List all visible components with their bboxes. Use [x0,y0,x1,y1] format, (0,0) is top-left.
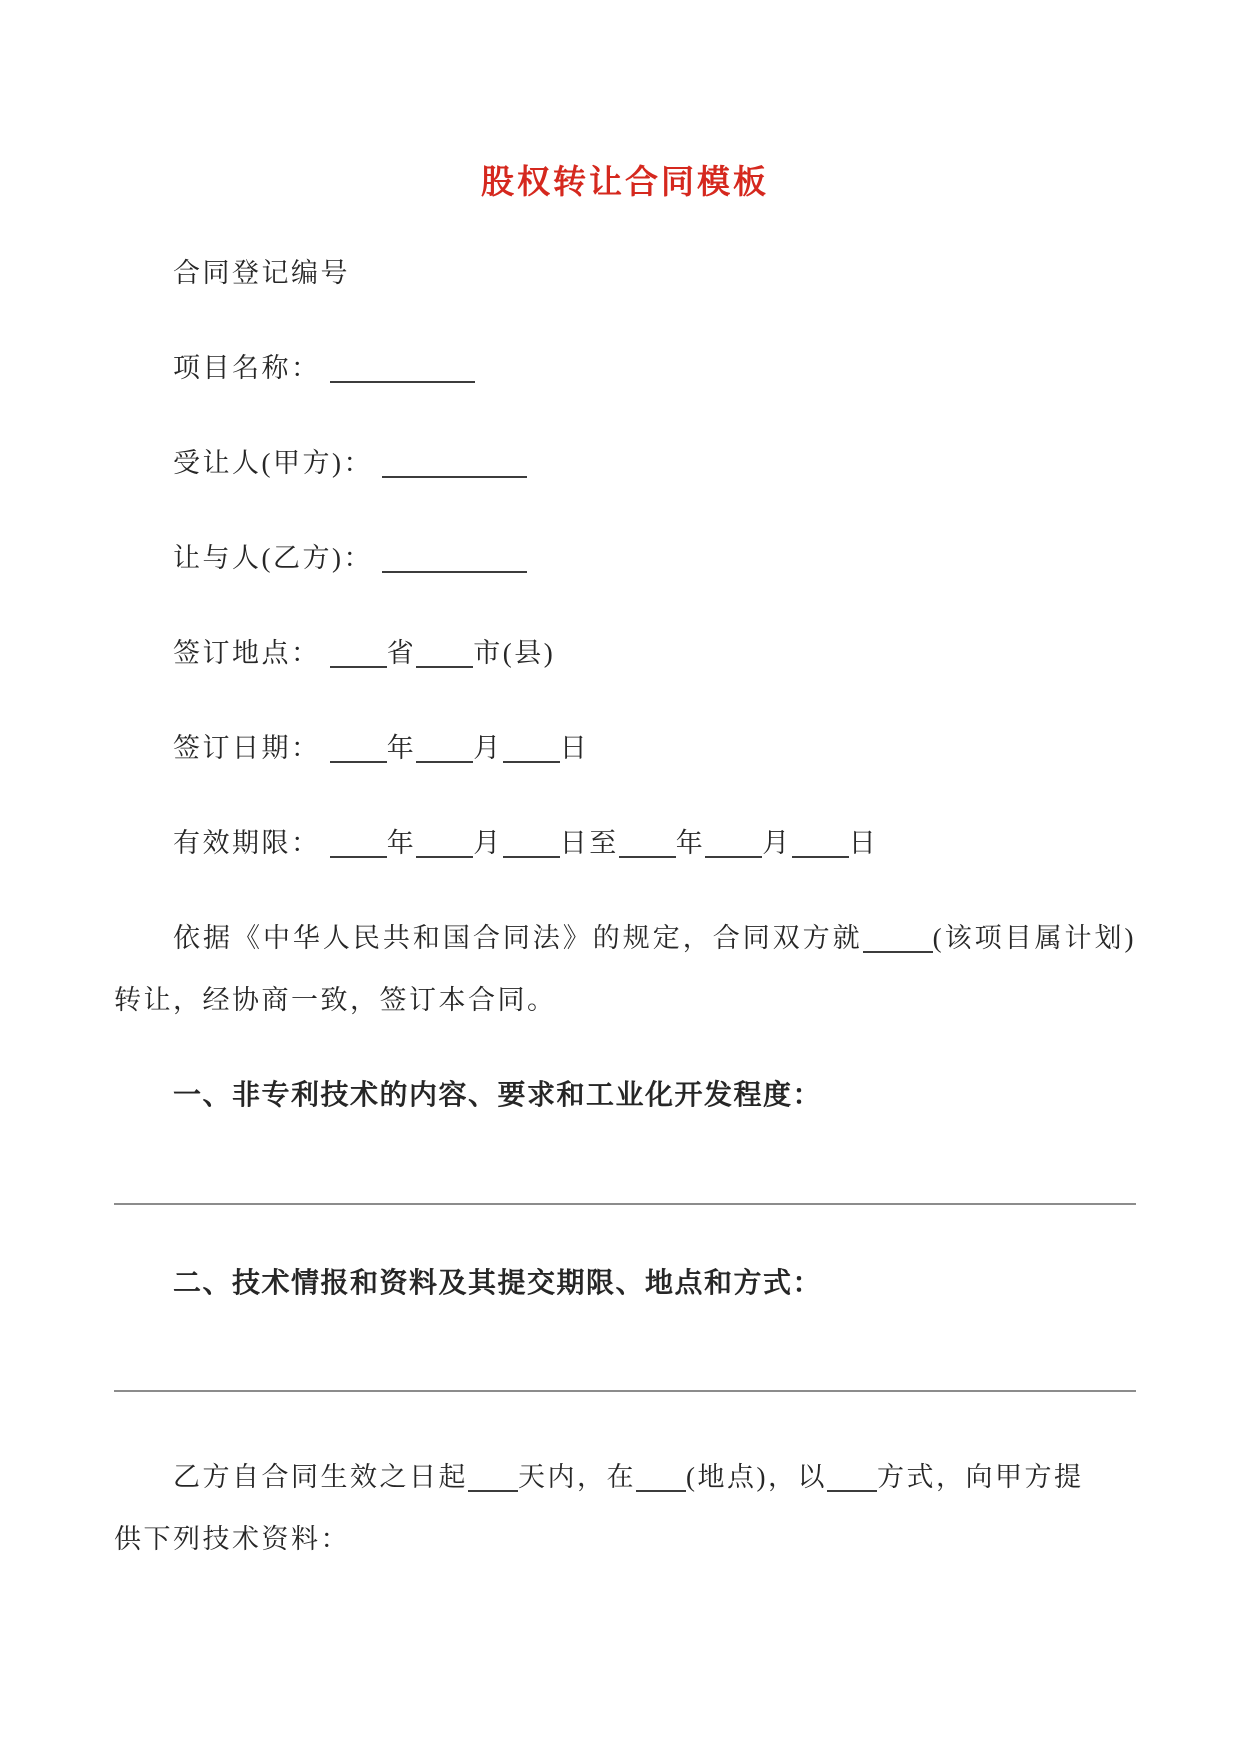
basis-text-3: 转让，经协商一致，签订本合同。 [114,985,557,1015]
date-year-unit: 年 [386,733,417,763]
days-blank [468,1460,518,1492]
validity-label: 有效期限： [173,828,321,858]
signing-place-label: 签订地点： [173,638,321,668]
registry-number-line [114,242,1136,304]
basis-paragraph-line-1 [114,907,1136,969]
transferee-blank [382,446,527,478]
section-two-fill-rule [114,1390,1136,1392]
validity-to-text: 日至 [559,828,619,858]
validity-end-month-blank [705,826,762,858]
validity-start-month-blank [416,826,473,858]
basis-paragraph-line-2 [114,969,1136,1031]
project-name-line [114,337,1136,399]
signing-date-line [114,717,1136,779]
delivery-paragraph-line-1 [114,1446,1136,1508]
basis-text-2: (该项目属计划) [932,923,1137,953]
document-title: 股权转让合同模板 [481,165,769,201]
section-two-heading [114,1252,1136,1314]
section-one-fill-rule [114,1203,1136,1205]
validity-end-year-unit: 年 [675,828,706,858]
delivery-text-1: 乙方自合同生效之日起 [173,1462,468,1492]
section-one-title: 一、非专利技术的内容、要求和工业化开发程度： [173,1079,823,1110]
transferee-label: 受让人(甲方)： [173,448,373,478]
subject-blank [863,921,933,953]
validity-start-year-blank [330,826,387,858]
validity-start-year-unit: 年 [386,828,417,858]
city-blank [416,636,473,668]
validity-end-day-blank [792,826,849,858]
signing-place-line [114,622,1136,684]
delivery-text-5: 供下列技术资料： [114,1524,350,1554]
signing-date-label: 签订日期： [173,733,321,763]
project-name-label: 项目名称： [173,353,321,383]
basis-text-1: 依据《中华人民共和国合同法》的规定，合同双方就 [173,923,863,953]
transferor-label: 让与人(乙方)： [173,543,373,573]
delivery-text-2: 天内，在 [518,1462,636,1492]
date-day-unit: 日 [559,733,590,763]
validity-period-line [114,812,1136,874]
validity-end-month-unit: 月 [762,828,792,858]
delivery-paragraph-line-2 [114,1508,1136,1570]
validity-start-month-unit: 月 [473,828,503,858]
section-one-heading [114,1064,1136,1126]
province-blank [330,636,387,668]
validity-start-day-blank [503,826,560,858]
delivery-text-3: (地点)，以 [686,1462,827,1492]
validity-end-year-blank [619,826,676,858]
city-suffix: 市(县) [473,638,556,668]
method-blank [827,1460,877,1492]
section-two-title: 二、技术情报和资料及其提交期限、地点和方式： [173,1267,823,1298]
delivery-text-4: 方式，向甲方提 [876,1462,1084,1492]
transferor-blank [382,541,527,573]
date-month-blank [416,731,473,763]
date-day-blank [503,731,560,763]
date-month-unit: 月 [473,733,503,763]
location-blank [636,1460,686,1492]
transferor-line [114,527,1136,589]
validity-end-day-unit: 日 [848,828,879,858]
province-suffix: 省 [386,638,417,668]
transferee-line [114,432,1136,494]
registry-number-label: 合同登记编号 [173,258,350,288]
date-year-blank [330,731,387,763]
project-name-blank [330,351,475,383]
